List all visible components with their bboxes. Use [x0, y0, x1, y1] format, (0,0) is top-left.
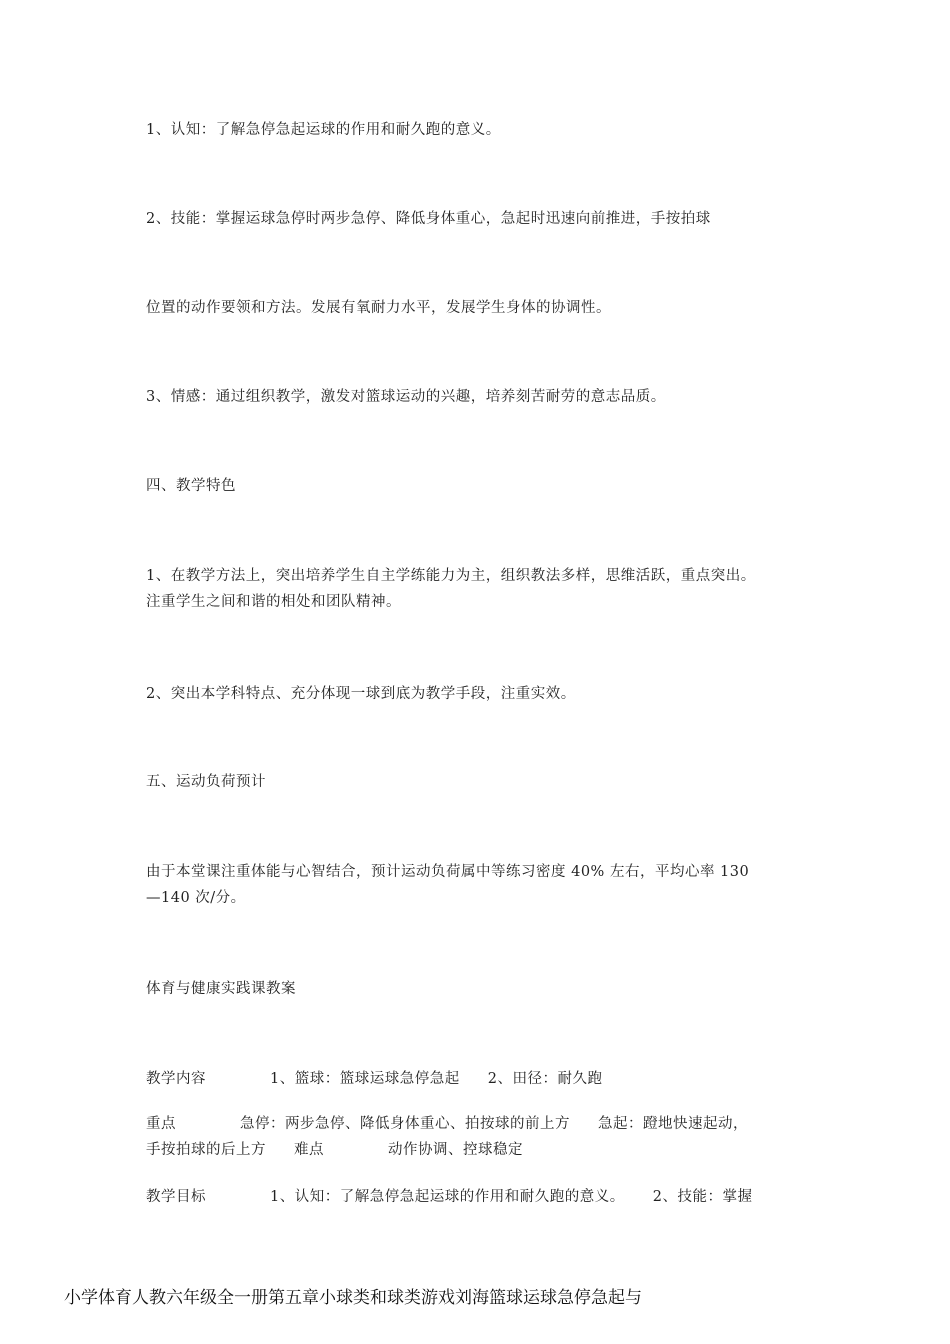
objective-emotion: 3、情感：通过组织教学，激发对篮球运动的兴趣，培养刻苦耐劳的意志品质。 — [146, 389, 666, 405]
section-heading-features: 四、教学特色 — [146, 478, 236, 494]
key-points-label: 重点 — [146, 1116, 176, 1132]
teaching-goals-cognition: 1、认知：了解急停急起运球的作用和耐久跑的意义。 — [270, 1189, 625, 1205]
objective-skill: 2、技能：掌握运球急停时两步急停、降低身体重心，急起时迅速向前推进，手按拍球 — [146, 211, 711, 227]
section-heading-load: 五、运动负荷预计 — [146, 774, 266, 790]
feature-2: 2、突出本学科特点、充分体现一球到底为教学手段，注重实效。 — [146, 686, 576, 702]
teaching-goals-label: 教学目标 — [146, 1189, 206, 1205]
lesson-plan-title: 体育与健康实践课教案 — [146, 981, 296, 997]
key-points-line-1 — [146, 1111, 811, 1137]
objective-cognition: 1、认知：了解急停急起运球的作用和耐久跑的意义。 — [146, 122, 501, 138]
objective-skill-cont: 位置的动作要领和方法。发展有氧耐力水平，发展学生身体的协调性。 — [146, 300, 611, 316]
key-points-start-cont: 手按拍球的后上方 — [146, 1142, 266, 1158]
feature-1-line-2: 注重学生之间和谐的相处和团队精神。 — [146, 594, 401, 610]
load-estimate — [146, 859, 811, 911]
row-teaching-goals — [146, 1184, 811, 1210]
key-points-line-2 — [146, 1137, 811, 1163]
load-estimate-line-1: 由于本堂课注重体能与心智结合，预计运动负荷属中等练习密度 40% 左右，平均心率 130 — [146, 864, 750, 880]
feature-1-line-1: 1、在教学方法上，突出培养学生自主学练能力为主，组织教法多样，思维活跃，重点突出。 — [146, 568, 756, 584]
difficulty-text: 动作协调、控球稳定 — [388, 1142, 523, 1158]
feature-1 — [146, 563, 811, 615]
row-teaching-content — [146, 1066, 811, 1092]
key-points-start: 急起：蹬地快速起动， — [598, 1116, 748, 1132]
document-title-banner: 小学体育人教六年级全一册第五章小球类和球类游戏刘海篮球运球急停急起与 — [64, 1288, 642, 1308]
teaching-goals-skill: 2、技能：掌握 — [652, 1189, 753, 1205]
key-points-stop: 急停：两步急停、降低身体重心、拍按球的前上方 — [240, 1116, 570, 1132]
teaching-content-item-2: 2、田径：耐久跑 — [487, 1071, 603, 1087]
difficulty-label: 难点 — [294, 1142, 324, 1158]
teaching-content-item-1: 1、篮球：篮球运球急停急起 — [270, 1071, 460, 1087]
load-estimate-line-2: —140 次/分。 — [146, 890, 246, 906]
row-key-points — [146, 1111, 811, 1163]
teaching-content-label: 教学内容 — [146, 1071, 206, 1087]
